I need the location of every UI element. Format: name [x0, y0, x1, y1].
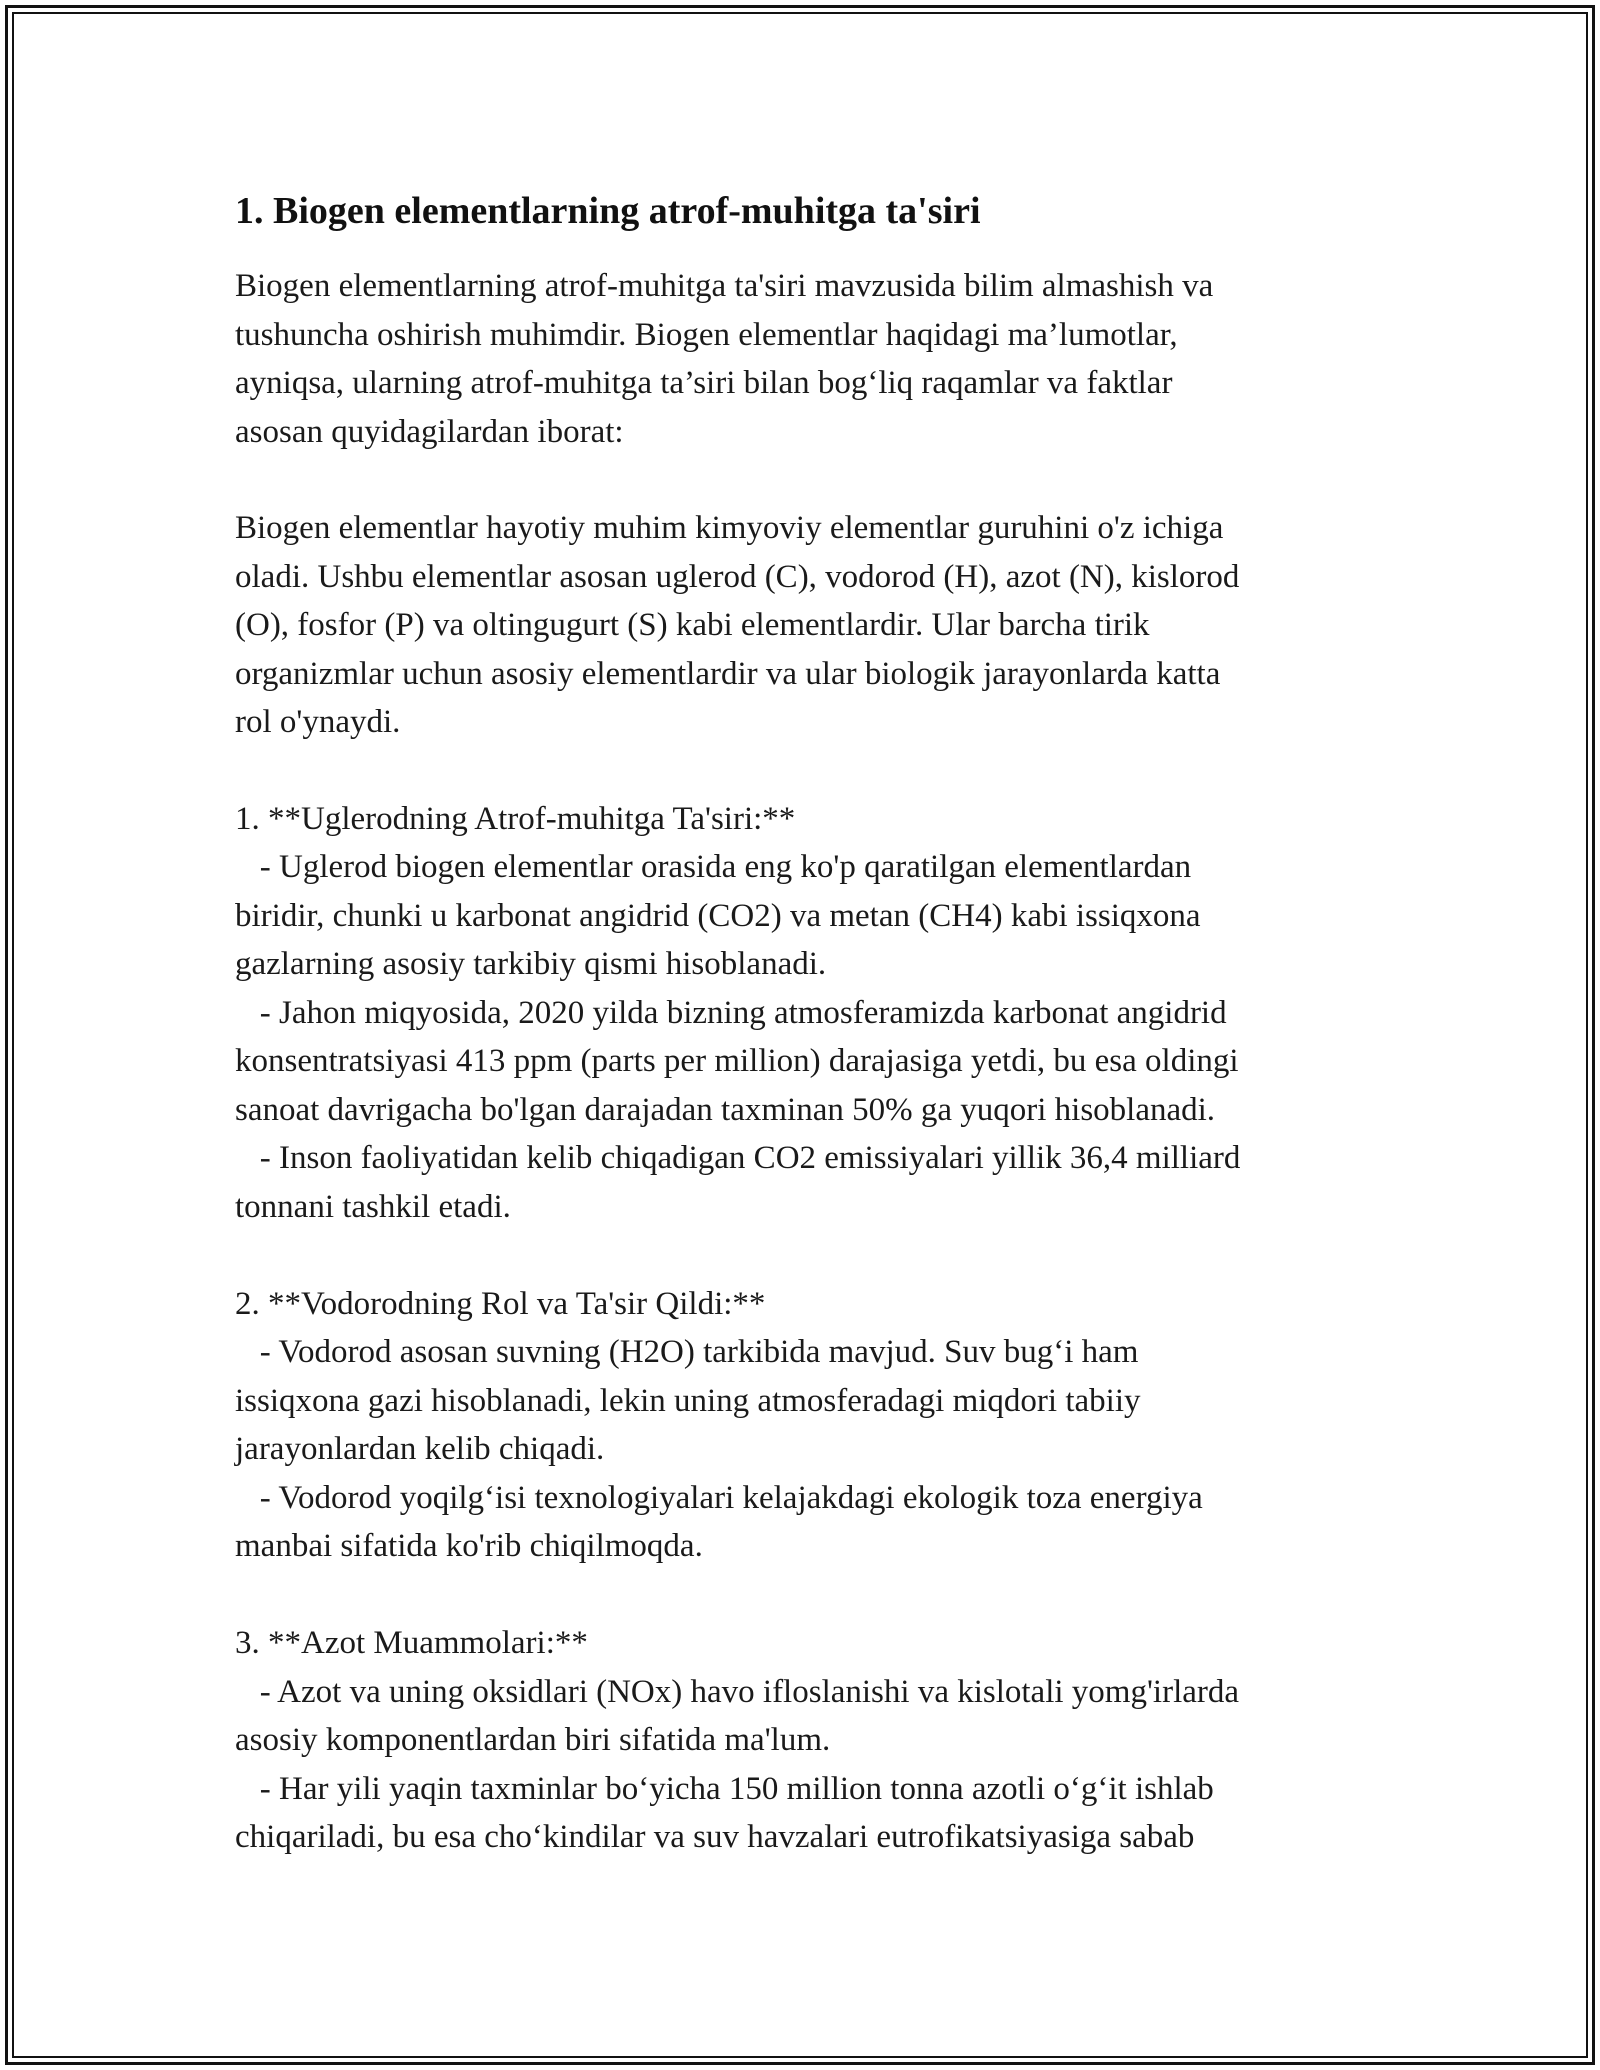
text-line: rol o'ynaydi.: [235, 704, 401, 740]
page-title: 1. Biogen elementlarning atrof-muhitga ta'siri: [235, 190, 981, 232]
text-line: - Har yili yaqin taxminlar bo‘yicha 150 million tonna azotli o‘g‘it ishlab: [235, 1770, 1214, 1807]
text-line: - Vodorod asosan suvning (H2O) tarkibida mavjud. Suv bug‘i ham: [235, 1334, 1139, 1370]
text-line: - Jahon miqyosida, 2020 yilda bizning atmosferamizda karbonat angidrid: [235, 994, 1227, 1031]
text-line: - Uglerod biogen elementlar orasida eng ko'p qaratilgan elementlardan: [235, 849, 1192, 885]
intro-paragraph: [235, 262, 1385, 456]
text-line: sanoat davrigacha bo'lgan darajadan taxminan 50% ga yuqori hisoblanadi.: [235, 1091, 1216, 1128]
definition-paragraph: [235, 504, 1385, 747]
section-heading: 1. **Uglerodning Atrof-muhitga Ta'siri:**: [235, 800, 796, 837]
document-page: [235, 186, 1385, 1910]
text-line: manbai sifatida ko'rib chiqilmoqda.: [235, 1528, 703, 1564]
section-heading: 2. **Vodorodning Rol va Ta'sir Qildi:**: [235, 1285, 766, 1322]
text-line: oladi. Ushbu elementlar asosan uglerod (C), vodorod (H), azot (N), kislorod: [235, 558, 1240, 595]
text-line: - Vodorod yoqilg‘isi texnologiyalari kelajakdagi ekologik toza energiya: [235, 1479, 1203, 1516]
text-line: issiqxona gazi hisoblanadi, lekin uning atmosferadagi miqdori tabiiy: [235, 1382, 1141, 1419]
text-line: asosiy komponentlardan biri sifatida ma'lum.: [235, 1722, 831, 1758]
text-line: biridir, chunki u karbonat angidrid (CO2) va metan (CH4) kabi issiqxona: [235, 897, 1201, 934]
text-line: konsentratsiyasi 413 ppm (parts per million) darajasiga yetdi, bu esa oldingi: [235, 1043, 1239, 1079]
section-heading: 3. **Azot Muammolari:**: [235, 1625, 588, 1661]
text-line: chiqariladi, bu esa cho‘kindilar va suv havzalari eutrofikatsiyasiga sabab: [235, 1819, 1195, 1855]
section-hydrogen: [235, 1280, 1385, 1571]
text-line: - Inson faoliyatidan kelib chiqadigan CO2 emissiyalari yillik 36,4 milliard: [235, 1140, 1241, 1176]
text-line: jarayonlardan kelib chiqadi.: [235, 1431, 605, 1467]
text-line: (O), fosfor (P) va oltingugurt (S) kabi elementlardir. Ular barcha tirik: [235, 607, 1150, 643]
text-line: tushuncha oshirish muhimdir. Biogen elementlar haqidagi ma’lumotlar,: [235, 316, 1178, 353]
section-nitrogen: [235, 1619, 1385, 1862]
text-line: gazlarning asosiy tarkibiy qismi hisoblanadi.: [235, 946, 827, 982]
text-line: Biogen elementlar hayotiy muhim kimyoviy elementlar guruhini o'z ichiga: [235, 510, 1224, 546]
text-line: tonnani tashkil etadi.: [235, 1188, 511, 1225]
text-line: organizmlar uchun asosiy elementlardir va ular biologik jarayonlarda katta: [235, 655, 1221, 692]
section-carbon: [235, 795, 1385, 1232]
text-line: Biogen elementlarning atrof-muhitga ta'siri mavzusida bilim almashish va: [235, 268, 1214, 304]
text-line: ayniqsa, ularning atrof-muhitga ta’siri bilan bog‘liq raqamlar va faktlar: [235, 365, 1173, 401]
text-line: - Azot va uning oksidlari (NOx) havo ifloslanishi va kislotali yomg'irlarda: [235, 1673, 1240, 1710]
text-line: asosan quyidagilardan iborat:: [235, 413, 624, 450]
